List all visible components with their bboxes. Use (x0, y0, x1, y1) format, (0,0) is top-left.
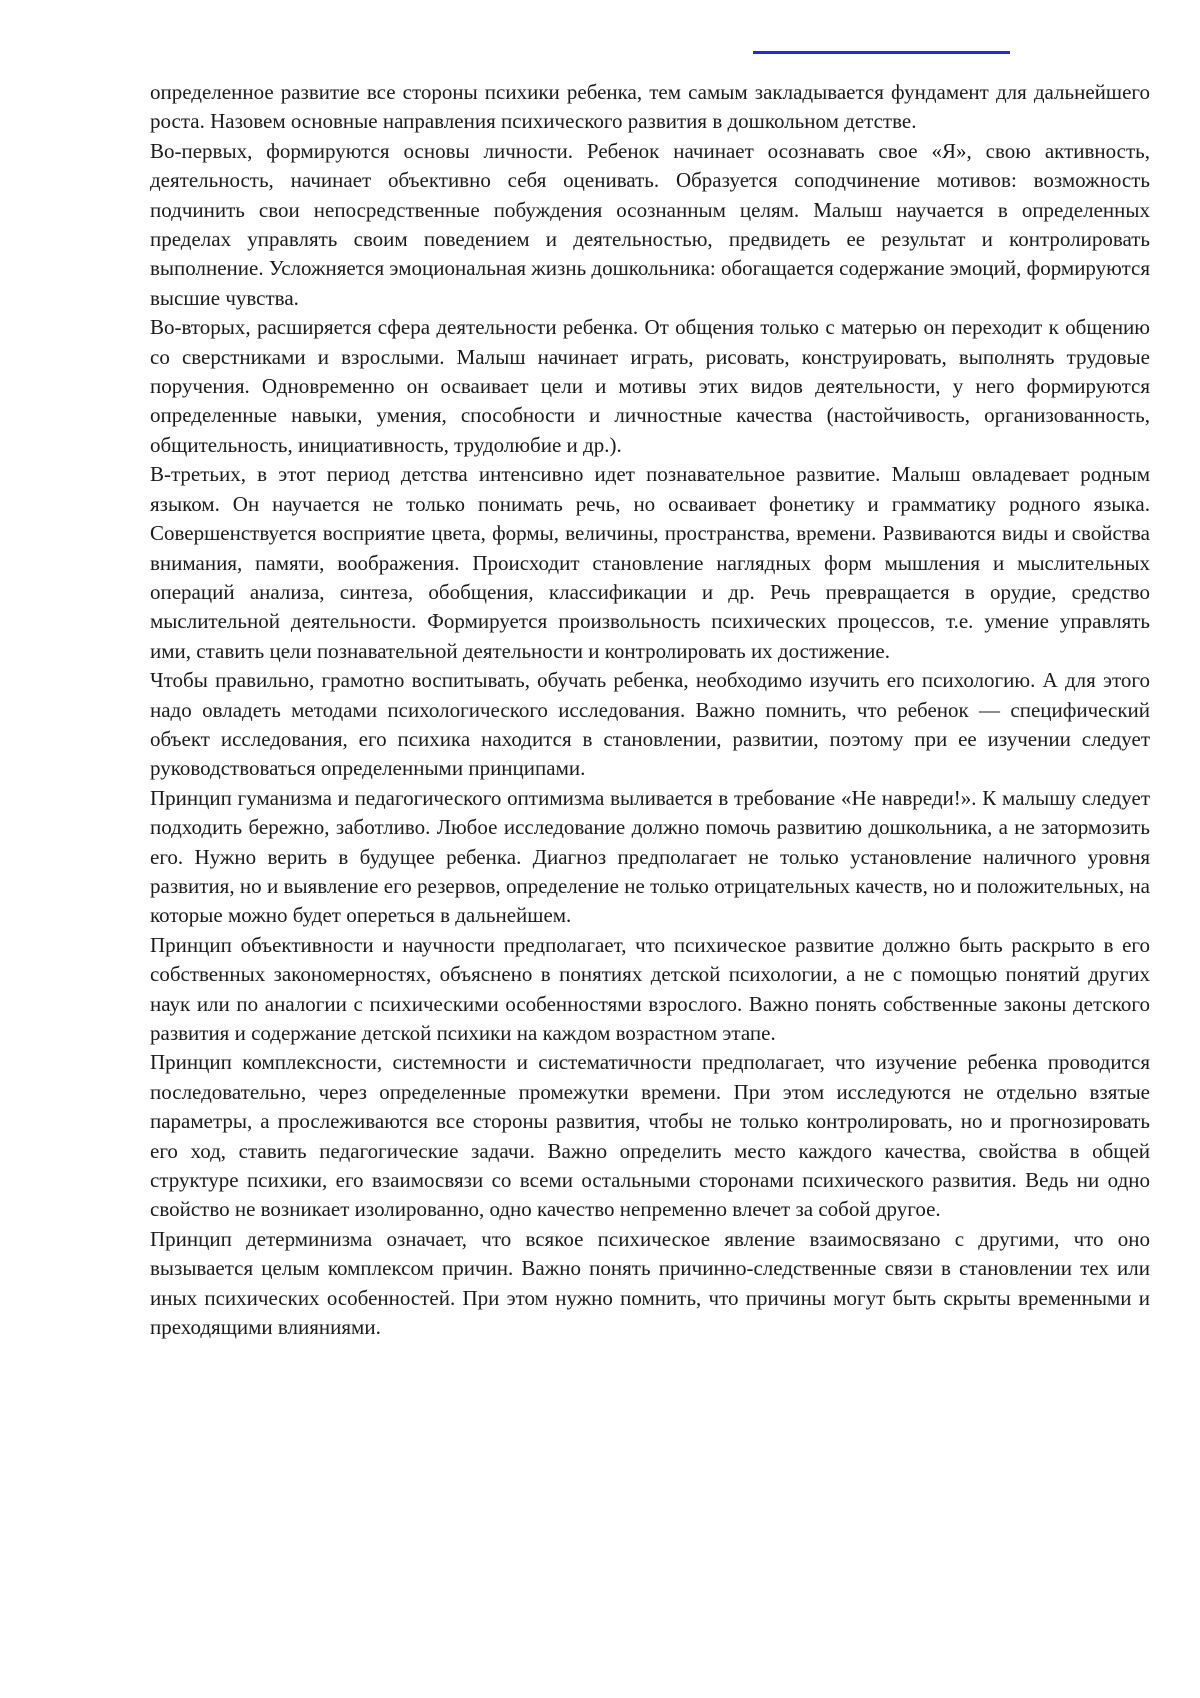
paragraph-objectivity: Принцип объективности и научности предполагает, что психическое развитие должно быть раскрыто в его собственных закономерностях, объяснено в понятиях детской психологии, а не с помощью понятий других наук или по аналогии с психическими особенностями взрослого. Важно понять собственные законы детского развития и содержание детской психики на каждом возрастном этапе. (150, 932, 1150, 1045)
top-rule-line (753, 51, 1010, 54)
paragraph-determinism: Принцип детерминизма означает, что всякое психическое явление взаимосвязано с другими, что оно вызывается целым комплексом причин. Важно понять причинно-следственные связи в становлении тех или иных психических особенностей. При этом нужно помнить, что причины могут быть скрыты временными и преходящими влияниями. (150, 1226, 1150, 1340)
paragraph-complexity: Принцип комплексности, системности и систематичности предполагает, что изучение ребенка проводится последовательно, через определенные промежутки времени. При этом исследуются не отдельно взятые параметры, а прослеживаются все стороны развития, чтобы не только контролировать, но и прогнозировать его ход, ставить педагогические задачи. Важно определить место каждого качества, свойства в общей структуре психики, его взаимосвязи со всеми остальными сторонами психического развития. Ведь ни одно свойство не возникает изолированно, одно качество непременно влечет за собой другое. (150, 1050, 1150, 1222)
paragraph-personality: Во-первых, формируются основы личности. Ребенок начинает осознавать свое «Я», свою активность, деятельность, начинает объективно себя оценивать. Образуется соподчинение мотивов: возможность подчинить свои непосредственные побуждения осознанным целям. Малыш научается в определенных пределах управлять своим поведением и деятельностью, предвидеть ее результат и контролировать выполнение. Усложняется эмоциональная жизнь дошкольника: обогащается содержание эмоций, формируются высшие чувства. (150, 138, 1150, 310)
text-body (150, 78, 1150, 1342)
paragraph-activity: Во-вторых, расширяется сфера деятельности ребенка. От общения только с матерью он переходит к общению со сверстниками и взрослыми. Малыш начинает играть, рисовать, конструировать, выполнять трудовые поручения. Одновременно он осваивает цели и мотивы этих видов деятельности, у него формируются определенные навыки, умения, способности и личностные качества (настойчивость, организованность, общительность, инициативность, трудолюбие и др.). (150, 315, 1150, 457)
paragraph-continuation: определенное развитие все стороны психики ребенка, тем самым закладывается фундамент для дальнейшего роста. Назовем основные направления психического развития в дошкольном детстве. (150, 80, 1150, 134)
paragraph-cognitive: В-третьих, в этот период детства интенсивно идет познавательное развитие. Малыш овладевает родным языком. Он научается не только понимать речь, но осваивает фонетику и грамматику родного языка. Совершенствуется восприятие цвета, формы, величины, пространства, времени. Развиваются виды и свойства внимания, памяти, воображения. Происходит становление наглядных форм мышления и мыслительных операций анализа, синтеза, обобщения, классификации и др. Речь превращается в орудие, средство мыслительной деятельности. Формируется произвольность психических процессов, т.е. умение управлять ими, ставить цели познавательной деятельности и контролировать их достижение. (150, 462, 1150, 663)
paragraph-humanism: Принцип гуманизма и педагогического оптимизма выливается в требование «Не навреди!». К малышу следует подходить бережно, заботливо. Любое исследование должно помочь развитию дошкольника, а не затормозить его. Нужно верить в будущее ребенка. Диагноз предполагает не только установление наличного уровня развития, но и выявление его резервов, определение не только отрицательных качеств, но и положительных, на которые можно будет опереться в дальнейшем. (150, 785, 1150, 928)
paragraph-study: Чтобы правильно, грамотно воспитывать, обучать ребенка, необходимо изучить его психологию. А для этого надо овладеть методами психологического исследования. Важно помнить, что ребенок — специфический объект исследования, его психика находится в становлении, развитии, поэтому при ее изучении следует руководствоваться определенными принципами. (150, 668, 1150, 781)
